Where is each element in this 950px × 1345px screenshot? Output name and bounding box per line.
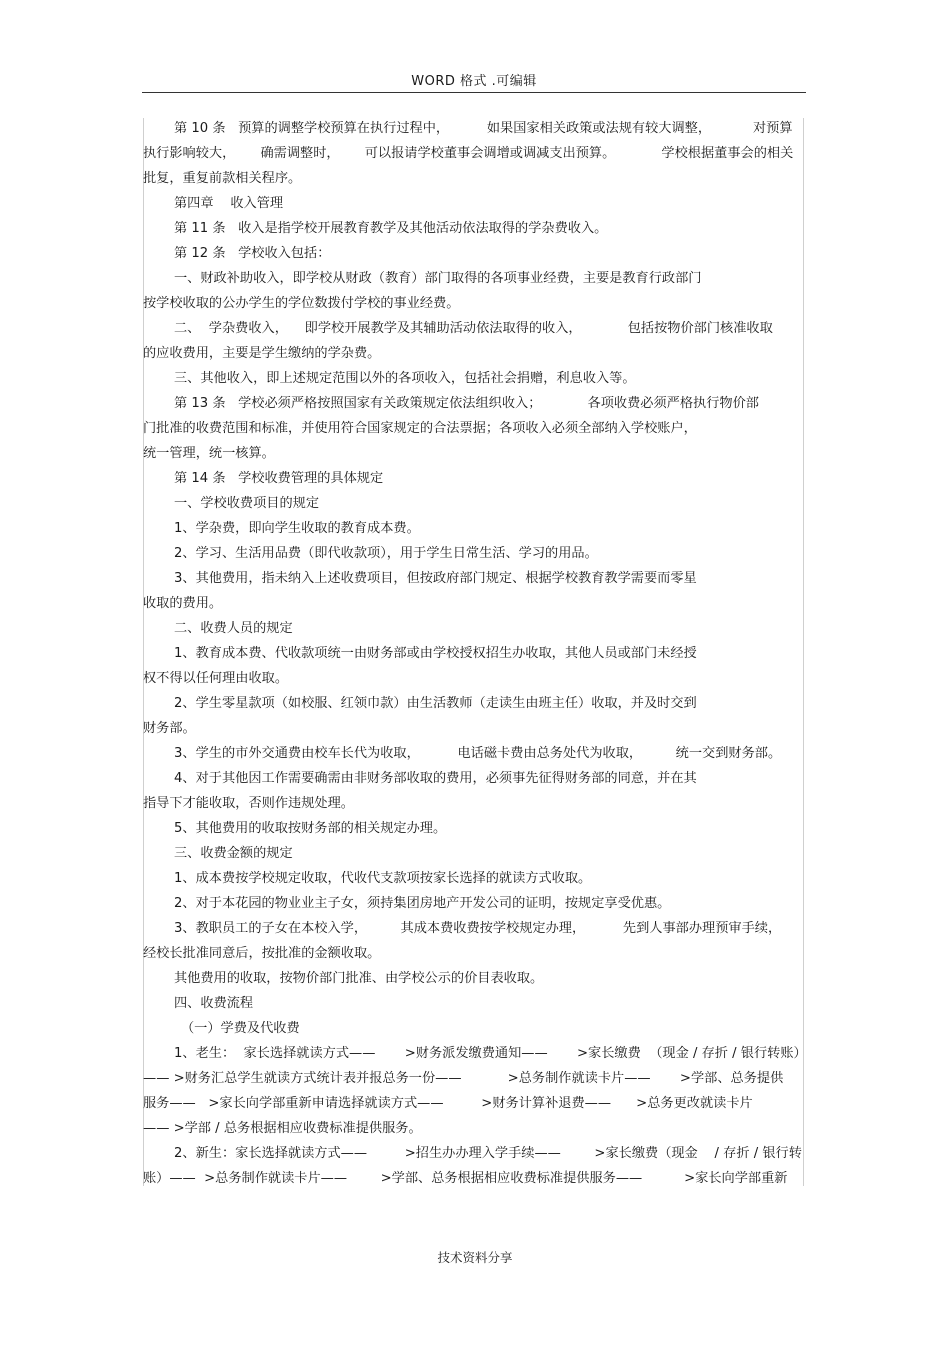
paragraph-line: 第 11 条 收入是指学校开展教育教学及其他活动依法取得的学杂费收入。 <box>174 221 608 236</box>
paragraph-line: 权不得以任何理由收取。 <box>143 671 289 686</box>
list-item: 1、老生： 家长选择就读方式—— >财务派发缴费通知—— >家长缴费 （现金 / 存折 / 银行转账） <box>174 1046 807 1061</box>
section-heading: 二、收费人员的规定 <box>174 621 293 636</box>
paragraph-line: 第 12 条 学校收入包括： <box>174 246 331 261</box>
section-heading: 一、学校收费项目的规定 <box>174 496 320 511</box>
paragraph-line: —— >财务汇总学生就读方式统计表并报总务一份—— >总务制作就读卡片—— >学部、总务提供 <box>143 1071 784 1086</box>
paragraph-line: 门批准的收费范围和标准，并使用符合国家规定的合法票据；各项收入必须全部纳入学校账户， <box>143 421 697 436</box>
list-item: 2、学习、生活用品费（即代收款项），用于学生日常生活、学习的用品。 <box>174 546 598 561</box>
paragraph-line: —— >学部 / 总务根据相应收费标准提供服务。 <box>143 1121 422 1136</box>
paragraph-line: 第 14 条 学校收费管理的具体规定 <box>174 471 384 486</box>
chapter-heading: 第四章 收入管理 <box>174 196 284 211</box>
section-heading: 四、收费流程 <box>174 996 254 1011</box>
paragraph-line: 账）—— >总务制作就读卡片—— >学部、总务根据相应收费标准提供服务—— >家长向学部重新 <box>143 1171 788 1186</box>
paragraph-line: 二、 学杂费收入， 即学校开展教学及其辅助活动依法取得的收入， 包括按物价部门核准收取 <box>174 321 773 336</box>
paragraph-line: 统一管理，统一核算。 <box>143 446 275 461</box>
paragraph-line: 第 13 条 学校必须严格按照国家有关政策规定依法组织收入； 各项收费必须严格执行物价部 <box>174 396 759 411</box>
paragraph-line: 按学校收取的公办学生的学位数拨付学校的事业经费。 <box>143 296 460 311</box>
paragraph-line: 其他费用的收取，按物价部门批准、由学校公示的价目表收取。 <box>174 971 544 986</box>
list-item: 1、成本费按学校规定收取，代收代支款项按家长选择的就读方式收取。 <box>174 871 592 886</box>
list-item: 5、其他费用的收取按财务部的相关规定办理。 <box>174 821 447 836</box>
list-item: 3、其他费用，指未纳入上述收费项目，但按政府部门规定、根据学校教育教学需要而零星 <box>174 571 697 586</box>
paragraph-line: 三、其他收入，即上述规定范围以外的各项收入，包括社会捐赠，利息收入等。 <box>174 371 636 386</box>
paragraph-line: 服务—— >家长向学部重新申请选择就读方式—— >财务计算补退费—— >总务更改就读卡片 <box>143 1096 753 1111</box>
list-item: 3、学生的市外交通费由校车长代为收取， 电话磁卡费由总务处代为收取， 统一交到财务部。 <box>174 746 782 761</box>
list-item: 1、教育成本费、代收款项统一由财务部或由学校授权招生办收取，其他人员或部门未经授 <box>174 646 697 661</box>
paragraph-line: 收取的费用。 <box>143 596 223 611</box>
list-item: 2、新生：家长选择就读方式—— >招生办办理入学手续—— >家长缴费（现金 / 存折 / 银行转 <box>174 1146 802 1161</box>
paragraph-line: 经校长批准同意后，按批准的金额收取。 <box>143 946 381 961</box>
header-divider <box>142 92 806 93</box>
list-item: 4、对于其他因工作需要确需由非财务部收取的费用，必须事先征得财务部的同意，并在其 <box>174 771 697 786</box>
paragraph-line: 一、财政补助收入，即学校从财政（教育）部门取得的各项事业经费，主要是教育行政部门 <box>174 271 702 286</box>
paragraph-line: 财务部。 <box>143 721 196 736</box>
paragraph-line: 执行影响较大， 确需调整时， 可以报请学校董事会调增或调减支出预算。 学校根据董事会的相关 <box>143 146 794 161</box>
paragraph-line: 批复，重复前款相关程序。 <box>143 171 302 186</box>
paragraph-line: 的应收费用，主要是学生缴纳的学杂费。 <box>143 346 381 361</box>
list-item: 3、教职员工的子女在本校入学， 其成本费收费按学校规定办理， 先到人事部办理预审手续， <box>174 921 782 936</box>
list-item: 1、学杂费，即向学生收取的教育成本费。 <box>174 521 420 536</box>
subsection-heading: （一）学费及代收费 <box>181 1021 300 1036</box>
page-header: WORD 格式 .可编辑 <box>411 74 537 89</box>
section-heading: 三、收费金额的规定 <box>174 846 293 861</box>
list-item: 2、对于本花园的物业业主子女，须持集团房地产开发公司的证明，按规定享受优惠。 <box>174 896 671 911</box>
document-body <box>143 116 807 1191</box>
paragraph-line: 指导下才能收取，否则作违规处理。 <box>143 796 354 811</box>
paragraph-line: 第 10 条 预算的调整学校预算在执行过程中， 如果国家相关政策或法规有较大调整， 对预算 <box>174 121 793 136</box>
page-footer: 技术资料分享 <box>437 1250 513 1265</box>
list-item: 2、学生零星款项（如校服、红领巾款）由生活教师（走读生由班主任）收取，并及时交到 <box>174 696 697 711</box>
